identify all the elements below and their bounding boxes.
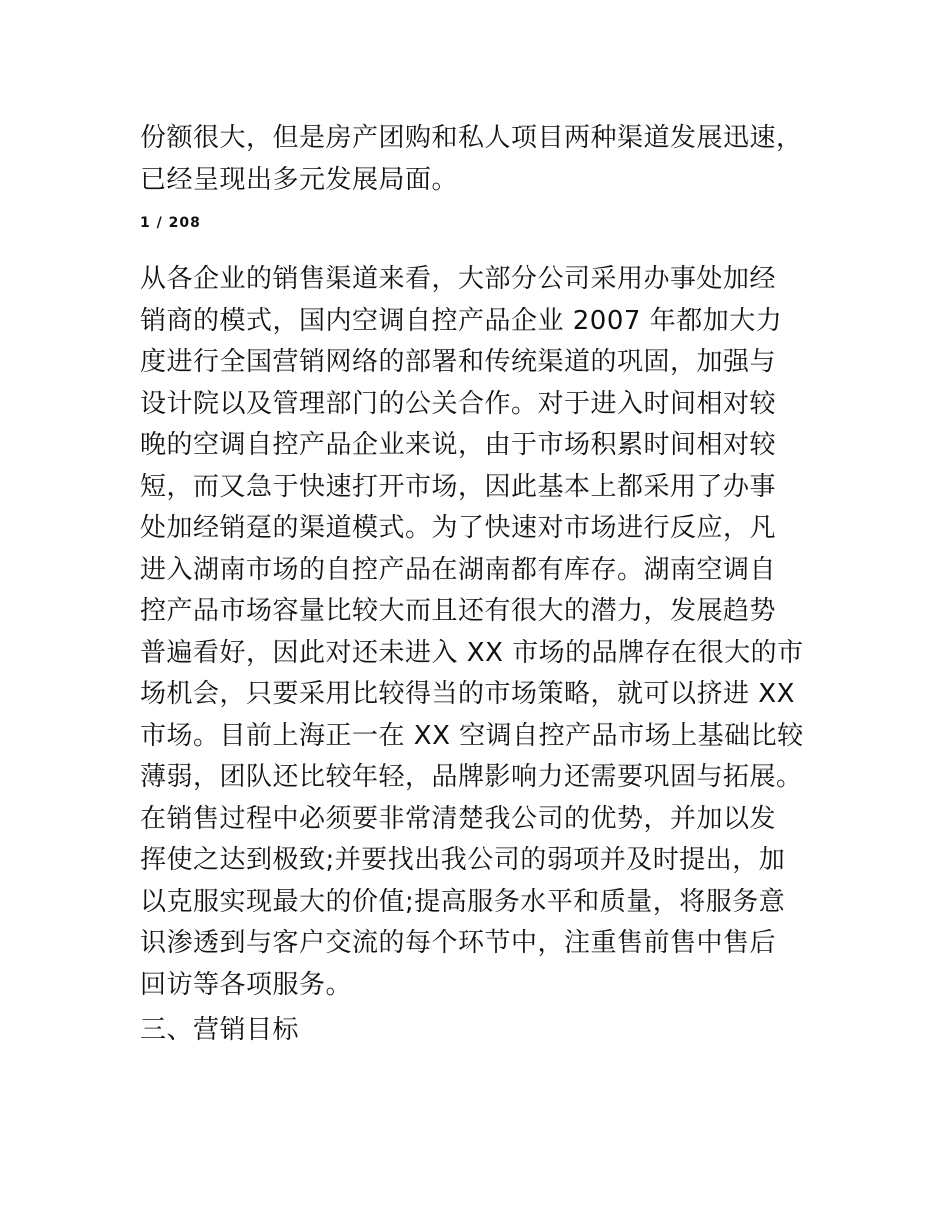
paragraph-line: 在销售过程中必须要非常清楚我公司的优势，并加以发 xyxy=(140,803,777,834)
paragraph-line: 处加经销趸的渠道模式。为了快速对市场进行反应，凡 xyxy=(140,513,777,543)
section-heading: 三、营销目标 xyxy=(140,1015,300,1045)
main-paragraph xyxy=(140,259,820,1006)
paragraph-line: 已经呈现出多元发展局面。 xyxy=(140,164,459,195)
paragraph-line: 以克服实现最大的价值;提高服务水平和质量，将服务意 xyxy=(140,886,786,917)
paragraph-line: 控产品市场容量比较大而且还有很大的潜力，发展趋势 xyxy=(140,596,777,626)
paragraph-line: 设计院以及管理部门的公关合作。对于进入时间相对较 xyxy=(140,388,777,419)
paragraph-line: 薄弱，团队还比较年轻，品牌影响力还需要巩固与拓展。 xyxy=(140,762,803,792)
page-number: 1 / 208 xyxy=(140,215,201,231)
paragraph-line: 份额很大，但是房产团购和私人项目两种渠道发展迅速， xyxy=(140,123,803,153)
paragraph-line: 场机会，只要采用比较得当的市场策略，就可以挤进 XX xyxy=(140,679,795,709)
paragraph-line: 回访等各项服务。 xyxy=(140,969,353,1000)
paragraph-line: 销商的模式，国内空调自控产品企业 2007 年都加大力 xyxy=(140,305,783,336)
paragraph-line: 挥使之达到极致;并要找出我公司的弱项并及时提出，加 xyxy=(140,845,786,875)
top-paragraph xyxy=(140,118,820,201)
paragraph-line: 进入湖南市场的自控产品在湖南都有库存。湖南空调自 xyxy=(140,554,777,585)
paragraph-line: 度进行全国营销网络的部署和传统渠道的巩固，加强与 xyxy=(140,347,777,377)
paragraph-line: 市场。目前上海正一在 XX 空调自控产品市场上基础比较 xyxy=(140,720,804,751)
paragraph-line: 从各企业的销售渠道来看，大部分公司采用办事处加经 xyxy=(140,264,777,294)
paragraph-line: 短，而又急于快速打开市场，因此基本上都采用了办事 xyxy=(140,471,777,502)
paragraph-line: 识渗透到与客户交流的每个环节中，注重售前售中售后 xyxy=(140,928,777,958)
paragraph-line: 普遍看好，因此对还未进入 XX 市场的品牌存在很大的市 xyxy=(140,637,804,668)
paragraph-line: 晚的空调自控产品企业来说，由于市场积累时间相对较 xyxy=(140,430,777,460)
